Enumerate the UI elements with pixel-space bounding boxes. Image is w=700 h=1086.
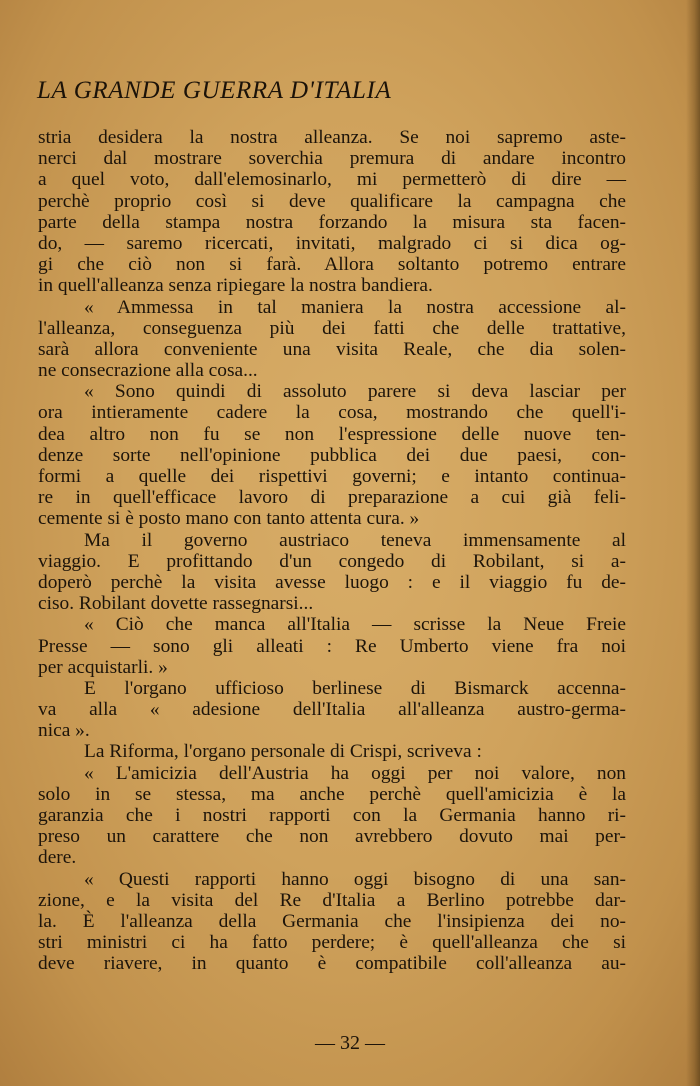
text-line: Presse — sono gli alleati : Re Umberto viene fra noi [38, 635, 626, 657]
text-line: per acquistarli. » [38, 656, 168, 678]
text-line: ne consecrazione alla cosa... [38, 360, 258, 382]
text-line: stria desidera la nostra alleanza. Se noi sapremo aste- [38, 127, 626, 148]
text-line: Ma il governo austriaco teneva immensamente al [84, 529, 626, 551]
text-line: gi che ciò non si farà. Allora soltanto potremo entrare [38, 254, 626, 276]
text-line: formi a quelle dei rispettivi governi; e intanto continua- [38, 466, 626, 487]
text-line: dere. [38, 847, 77, 869]
text-line: la. È l'alleanza della Germania che l'insipienza dei no- [38, 910, 626, 932]
text-line: solo in se stessa, ma anche perchè quell'amicizia è la [38, 783, 626, 805]
page-number: — 32 — [315, 1032, 385, 1054]
text-line: zione, e la visita del Re d'Italia a Berlino potrebbe dar- [38, 889, 626, 911]
text-line: garanzia che i nostri rapporti con la Germania hanno ri- [38, 805, 626, 826]
text-line: parte della stampa nostra forzando la misura sta facen- [38, 211, 626, 233]
text-line: l'alleanza, conseguenza più dei fatti che delle trattative, [38, 317, 626, 339]
page-edge-shadow [686, 0, 700, 1086]
body-text [38, 127, 626, 975]
text-line: cemente si è posto mano con tanto attenta cura. » [38, 508, 420, 530]
text-line: ciso. Robilant dovette rassegnarsi... [38, 593, 314, 615]
text-line: stri ministri ci ha fatto perdere; è quell'alleanza che si [38, 932, 626, 954]
text-line: « Questi rapporti hanno oggi bisogno di una san- [84, 868, 626, 890]
text-line: perchè proprio così si deve qualificare la campagna che [38, 190, 626, 212]
text-line: « L'amicizia dell'Austria ha oggi per noi valore, non [84, 762, 626, 784]
running-head: LA GRANDE GUERRA D'ITALIA [37, 77, 392, 104]
text-line: va alla « adesione dell'Italia all'alleanza austro-germa- [38, 699, 626, 721]
text-line: sarà allora conveniente una visita Reale, che dia solen- [38, 338, 626, 360]
text-line: doperò perchè la visita avesse luogo : e il viaggio fu de- [38, 571, 626, 593]
text-line: La Riforma, l'organo personale di Crispi, scriveva : [84, 741, 482, 763]
text-line: E l'organo ufficioso berlinese di Bismarck accenna- [84, 677, 626, 699]
text-line: denze sorte nell'opinione pubblica dei due paesi, con- [38, 444, 626, 466]
text-line: in quell'alleanza senza ripiegare la nostra bandiera. [38, 275, 433, 297]
text-line: nerci dal mostrare soverchia premura di andare incontro [38, 148, 626, 170]
text-line: preso un carattere che non avrebbero dovuto mai per- [38, 826, 626, 848]
text-line: « Ammessa in tal maniera la nostra accessione al- [84, 296, 626, 318]
text-line: re in quell'efficace lavoro di preparazione a cui già feli- [38, 487, 626, 509]
text-line: ora intieramente cadere la cosa, mostrando che quell'i- [38, 402, 626, 424]
text-line: viaggio. E profittando d'un congedo di Robilant, si a- [38, 550, 626, 572]
text-line: « Ciò che manca all'Italia — scrisse la Neue Freie [84, 614, 626, 636]
text-line: a quel voto, dall'elemosinarlo, mi permetterò di dire — [38, 169, 626, 191]
text-line: nica ». [38, 720, 90, 742]
text-line: « Sono quindi di assoluto parere si deva lasciar per [84, 381, 626, 403]
text-line: do, — saremo ricercati, invitati, malgrado ci si dica og- [38, 232, 626, 254]
text-line: dea altro non fu se non l'espressione delle nuove ten- [38, 423, 626, 445]
text-line: deve riavere, in quanto è compatibile coll'alleanza au- [38, 953, 626, 975]
